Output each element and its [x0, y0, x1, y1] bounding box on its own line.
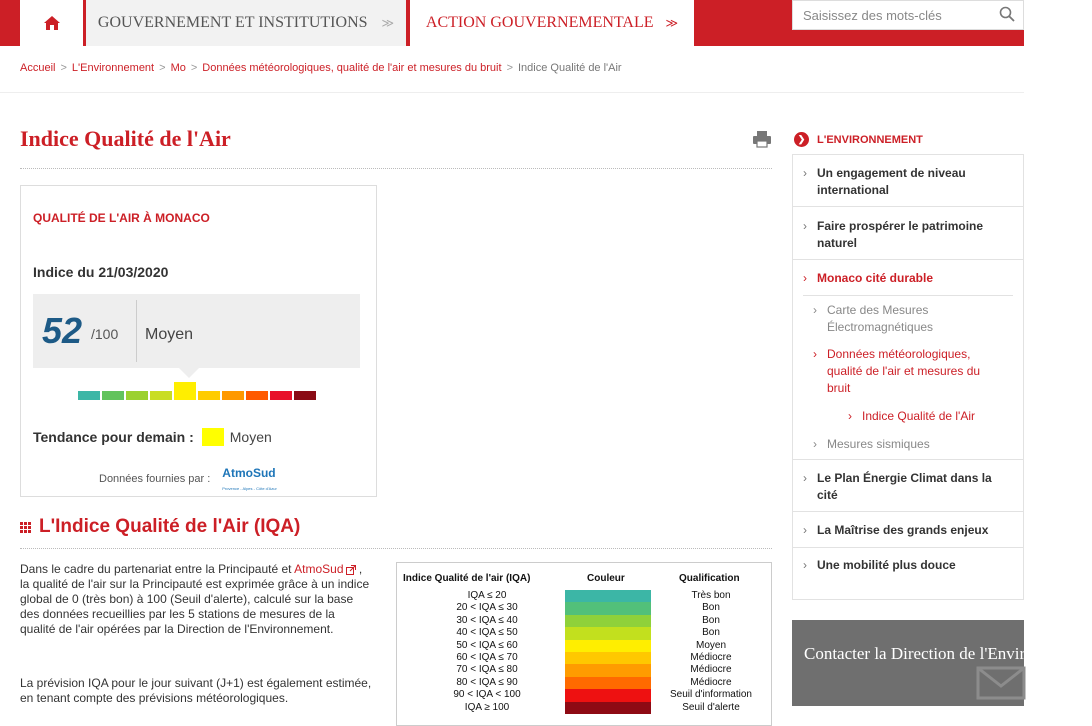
- breadcrumb-current: Indice Qualité de l'Air: [518, 62, 622, 74]
- table-column-color: [565, 590, 651, 714]
- sidebar-subitem-label: Indice Qualité de l'Air: [862, 409, 976, 423]
- atmosud-link[interactable]: AtmoSud: [294, 562, 344, 576]
- table-cell-range: 70 < IQA ≤ 80: [456, 664, 518, 676]
- scale-segment: [78, 391, 100, 400]
- table-cell-color: [565, 615, 651, 627]
- table-cell-color: [565, 602, 651, 614]
- print-icon[interactable]: [752, 130, 772, 148]
- breadcrumb-separator: >: [60, 62, 67, 74]
- tendance-row: [33, 428, 272, 446]
- scale-segment: [246, 391, 268, 400]
- table-cell-range: 20 < IQA ≤ 30: [456, 602, 518, 614]
- sidebar-item-label: Monaco cité durable: [817, 271, 934, 285]
- table-cell-color: [565, 702, 651, 714]
- contact-direction-button[interactable]: [792, 620, 1092, 706]
- search-icon[interactable]: [999, 6, 1015, 22]
- sidebar-item-cite-durable[interactable]: › Monaco cité durable: [803, 271, 934, 285]
- table-cell-qualification: Seuil d'information: [670, 689, 752, 701]
- breadcrumb-item[interactable]: L'Environnement: [71, 62, 155, 74]
- table-cell-color: [565, 652, 651, 664]
- external-link-icon: [346, 565, 356, 575]
- table-cell-qualification: Médiocre: [690, 664, 732, 676]
- table-cell-qualification: Bon: [702, 602, 720, 614]
- sidebar-item-patrimoine[interactable]: › Faire prospérer le patrimoine naturel: [803, 218, 1003, 252]
- sidebar-item-label: La Maîtrise des grands enjeux: [817, 523, 989, 537]
- sidebar-subitem-meteo[interactable]: › Données météorologiques, qualité de l'air et mesures du bruit: [813, 346, 1003, 397]
- search-placeholder: Saisissez des mots-clés: [803, 7, 942, 23]
- sidebar-heading[interactable]: [794, 132, 923, 147]
- sidebar-item-label: Un engagement de niveau international: [817, 166, 966, 197]
- scale-segment: [294, 391, 316, 400]
- divider: [0, 92, 1024, 93]
- sidebar-item-plan-energie[interactable]: › Le Plan Énergie Climat dans la cité: [803, 470, 1003, 504]
- divider: [803, 295, 1013, 296]
- table-header: Couleur: [587, 573, 625, 584]
- tab-gouvernement[interactable]: [86, 0, 406, 46]
- scale-segment: [102, 391, 124, 400]
- page-title: Indice Qualité de l'Air: [20, 126, 231, 151]
- table-column-qualification: [657, 590, 765, 714]
- air-quality-qualification: Moyen: [145, 326, 194, 343]
- sidebar-item-label: Faire prospérer le patrimoine naturel: [817, 219, 984, 250]
- table-cell-color: [565, 590, 651, 602]
- tendance-color-swatch: [202, 428, 224, 446]
- home-tab[interactable]: [20, 0, 83, 46]
- divider: [136, 300, 137, 362]
- sidebar-subitem-label: Mesures sismiques: [827, 437, 930, 451]
- sidebar-subitem-electromagnetiques[interactable]: › Carte des Mesures Électromagnétiques: [813, 302, 1003, 336]
- home-icon: [43, 15, 61, 31]
- indicator-notch: [179, 368, 199, 378]
- table-cell-qualification: Bon: [702, 614, 720, 626]
- table-cell-range: IQA ≥ 100: [464, 701, 510, 713]
- tab-action-gouvernementale[interactable]: [410, 0, 694, 46]
- tab-action-label: ACTION GOUVERNEMENTALE: [425, 14, 654, 31]
- breadcrumb-item[interactable]: Données météorologiques, qualité de l'air et mesures du bruit: [202, 62, 502, 74]
- sidebar-menu: [792, 154, 1024, 600]
- table-cell-color: [565, 689, 651, 701]
- section-title-iqa: [20, 516, 300, 538]
- scale-segment: [270, 391, 292, 400]
- divider: [20, 168, 772, 169]
- air-quality-scale: [78, 382, 316, 400]
- paragraph-text: Dans le cadre du partenariat entre la Principauté et: [20, 562, 292, 576]
- breadcrumb-item[interactable]: Accueil: [20, 62, 56, 74]
- air-quality-heading: QUALITÉ DE L'AIR À MONACO: [33, 211, 210, 225]
- sidebar-heading-label: L'ENVIRONNEMENT: [817, 133, 923, 146]
- breadcrumb-separator: >: [190, 62, 198, 74]
- logo-text: AtmoSud: [222, 466, 276, 480]
- table-cell-range: 90 < IQA < 100: [453, 689, 521, 701]
- table-cell-color: [565, 627, 651, 639]
- tab-gouvernement-label: GOUVERNEMENT ET INSTITUTIONS: [97, 14, 368, 31]
- envelope-icon: [976, 664, 1026, 700]
- table-cell-color: [565, 640, 651, 652]
- chevron-down-icon: ≫: [665, 16, 679, 30]
- breadcrumb-separator: >: [506, 62, 513, 74]
- breadcrumb: [20, 62, 622, 74]
- sidebar-subitem-iqa[interactable]: › Indice Qualité de l'Air: [848, 409, 976, 423]
- table-header: Indice Qualité de l'air (IQA): [403, 573, 531, 584]
- divider: [793, 459, 1023, 460]
- table-cell-range: 30 < IQA ≤ 40: [456, 614, 518, 626]
- air-quality-value: 52: [42, 310, 83, 351]
- arrow-right-icon: ❯: [794, 132, 809, 147]
- sidebar-item-grands-enjeux[interactable]: › La Maîtrise des grands enjeux: [803, 523, 989, 537]
- table-column-range: [417, 590, 557, 714]
- table-cell-qualification: Moyen: [695, 639, 726, 651]
- table-cell-range: IQA ≤ 20: [467, 590, 507, 601]
- air-quality-date: Indice du 21/03/2020: [33, 264, 169, 280]
- table-cell-range: 60 < IQA ≤ 70: [456, 651, 518, 663]
- divider: [20, 548, 772, 549]
- table-cell-qualification: Médiocre: [690, 676, 732, 688]
- breadcrumb-separator: >: [159, 62, 166, 74]
- table-cell-qualification: Médiocre: [690, 651, 732, 663]
- grid-icon: [20, 522, 31, 533]
- search-input[interactable]: [792, 0, 1024, 30]
- contact-label: Contacter la Direction de l'Environnement: [804, 644, 1092, 663]
- iqa-table: [396, 562, 772, 726]
- chevron-down-icon: ≫: [381, 16, 395, 30]
- table-cell-qualification: Bon: [702, 627, 720, 639]
- divider: [793, 547, 1023, 548]
- scale-segment-current: [174, 382, 196, 400]
- sidebar-item-label: Le Plan Énergie Climat dans la cité: [817, 471, 992, 502]
- table-cell-color: [565, 664, 651, 676]
- table-cell-range: 50 < IQA ≤ 60: [456, 639, 518, 651]
- table-cell-range: 40 < IQA ≤ 50: [456, 627, 518, 639]
- air-quality-index-panel: [33, 294, 360, 368]
- tendance-label: Tendance pour demain :: [33, 429, 194, 445]
- sidebar-subitem-label: Données météorologiques, qualité de l'air et mesures du bruit: [827, 347, 981, 395]
- section-heading: L'Indice Qualité de l'Air (IQA): [39, 516, 301, 537]
- table-cell-qualification: Seuil d'alerte: [682, 701, 740, 713]
- divider: [793, 511, 1023, 512]
- atmosud-logo[interactable]: [220, 464, 284, 494]
- provider-label: Données fournies par :: [99, 473, 211, 485]
- breadcrumb-item[interactable]: Mo: [170, 62, 186, 74]
- air-quality-widget: [20, 185, 377, 497]
- divider: [793, 259, 1023, 260]
- sidebar-subitem-label: Carte des Mesures Électromagnétiques: [827, 303, 934, 334]
- sidebar-item-label: Une mobilité plus douce: [817, 558, 956, 572]
- table-cell-range: 80 < IQA ≤ 90: [456, 676, 518, 688]
- tendance-value: Moyen: [229, 429, 272, 445]
- scale-segment: [222, 391, 244, 400]
- table-header: Qualification: [679, 573, 740, 584]
- air-quality-max: /100: [91, 326, 119, 342]
- scale-segment: [126, 391, 148, 400]
- table-cell-qualification: Très bon: [691, 590, 731, 601]
- scale-segment: [150, 391, 172, 400]
- paragraph-forecast: La prévision IQA pour le jour suivant (J+1) est également estimée, en tenant compte des prévisions météorologiques.: [20, 676, 372, 705]
- sidebar-item-engagement[interactable]: › Un engagement de niveau international: [803, 165, 1003, 199]
- top-navigation: [0, 0, 1024, 46]
- scale-segment: [198, 391, 220, 400]
- table-cell-color: [565, 677, 651, 689]
- paragraph-intro: [20, 562, 372, 637]
- data-provider: [99, 464, 284, 494]
- paragraph-text: , la qualité de l'air sur la Principauté est exprimée grâce à un indice global de 0 (très bon) à 100 (Seuil d'alerte), calculé sur la base des données recueillies par les 5 stations de mesures de la qualité de l'air opérées par la Direction de l'Environnement.: [20, 562, 370, 636]
- divider: [793, 206, 1023, 207]
- sidebar-subitem-sismiques[interactable]: › Mesures sismiques: [813, 437, 930, 451]
- logo-subtext: Provence - Alpes - Côte d'Azur: [222, 486, 277, 491]
- sidebar-item-mobilite[interactable]: › Une mobilité plus douce: [803, 558, 956, 572]
